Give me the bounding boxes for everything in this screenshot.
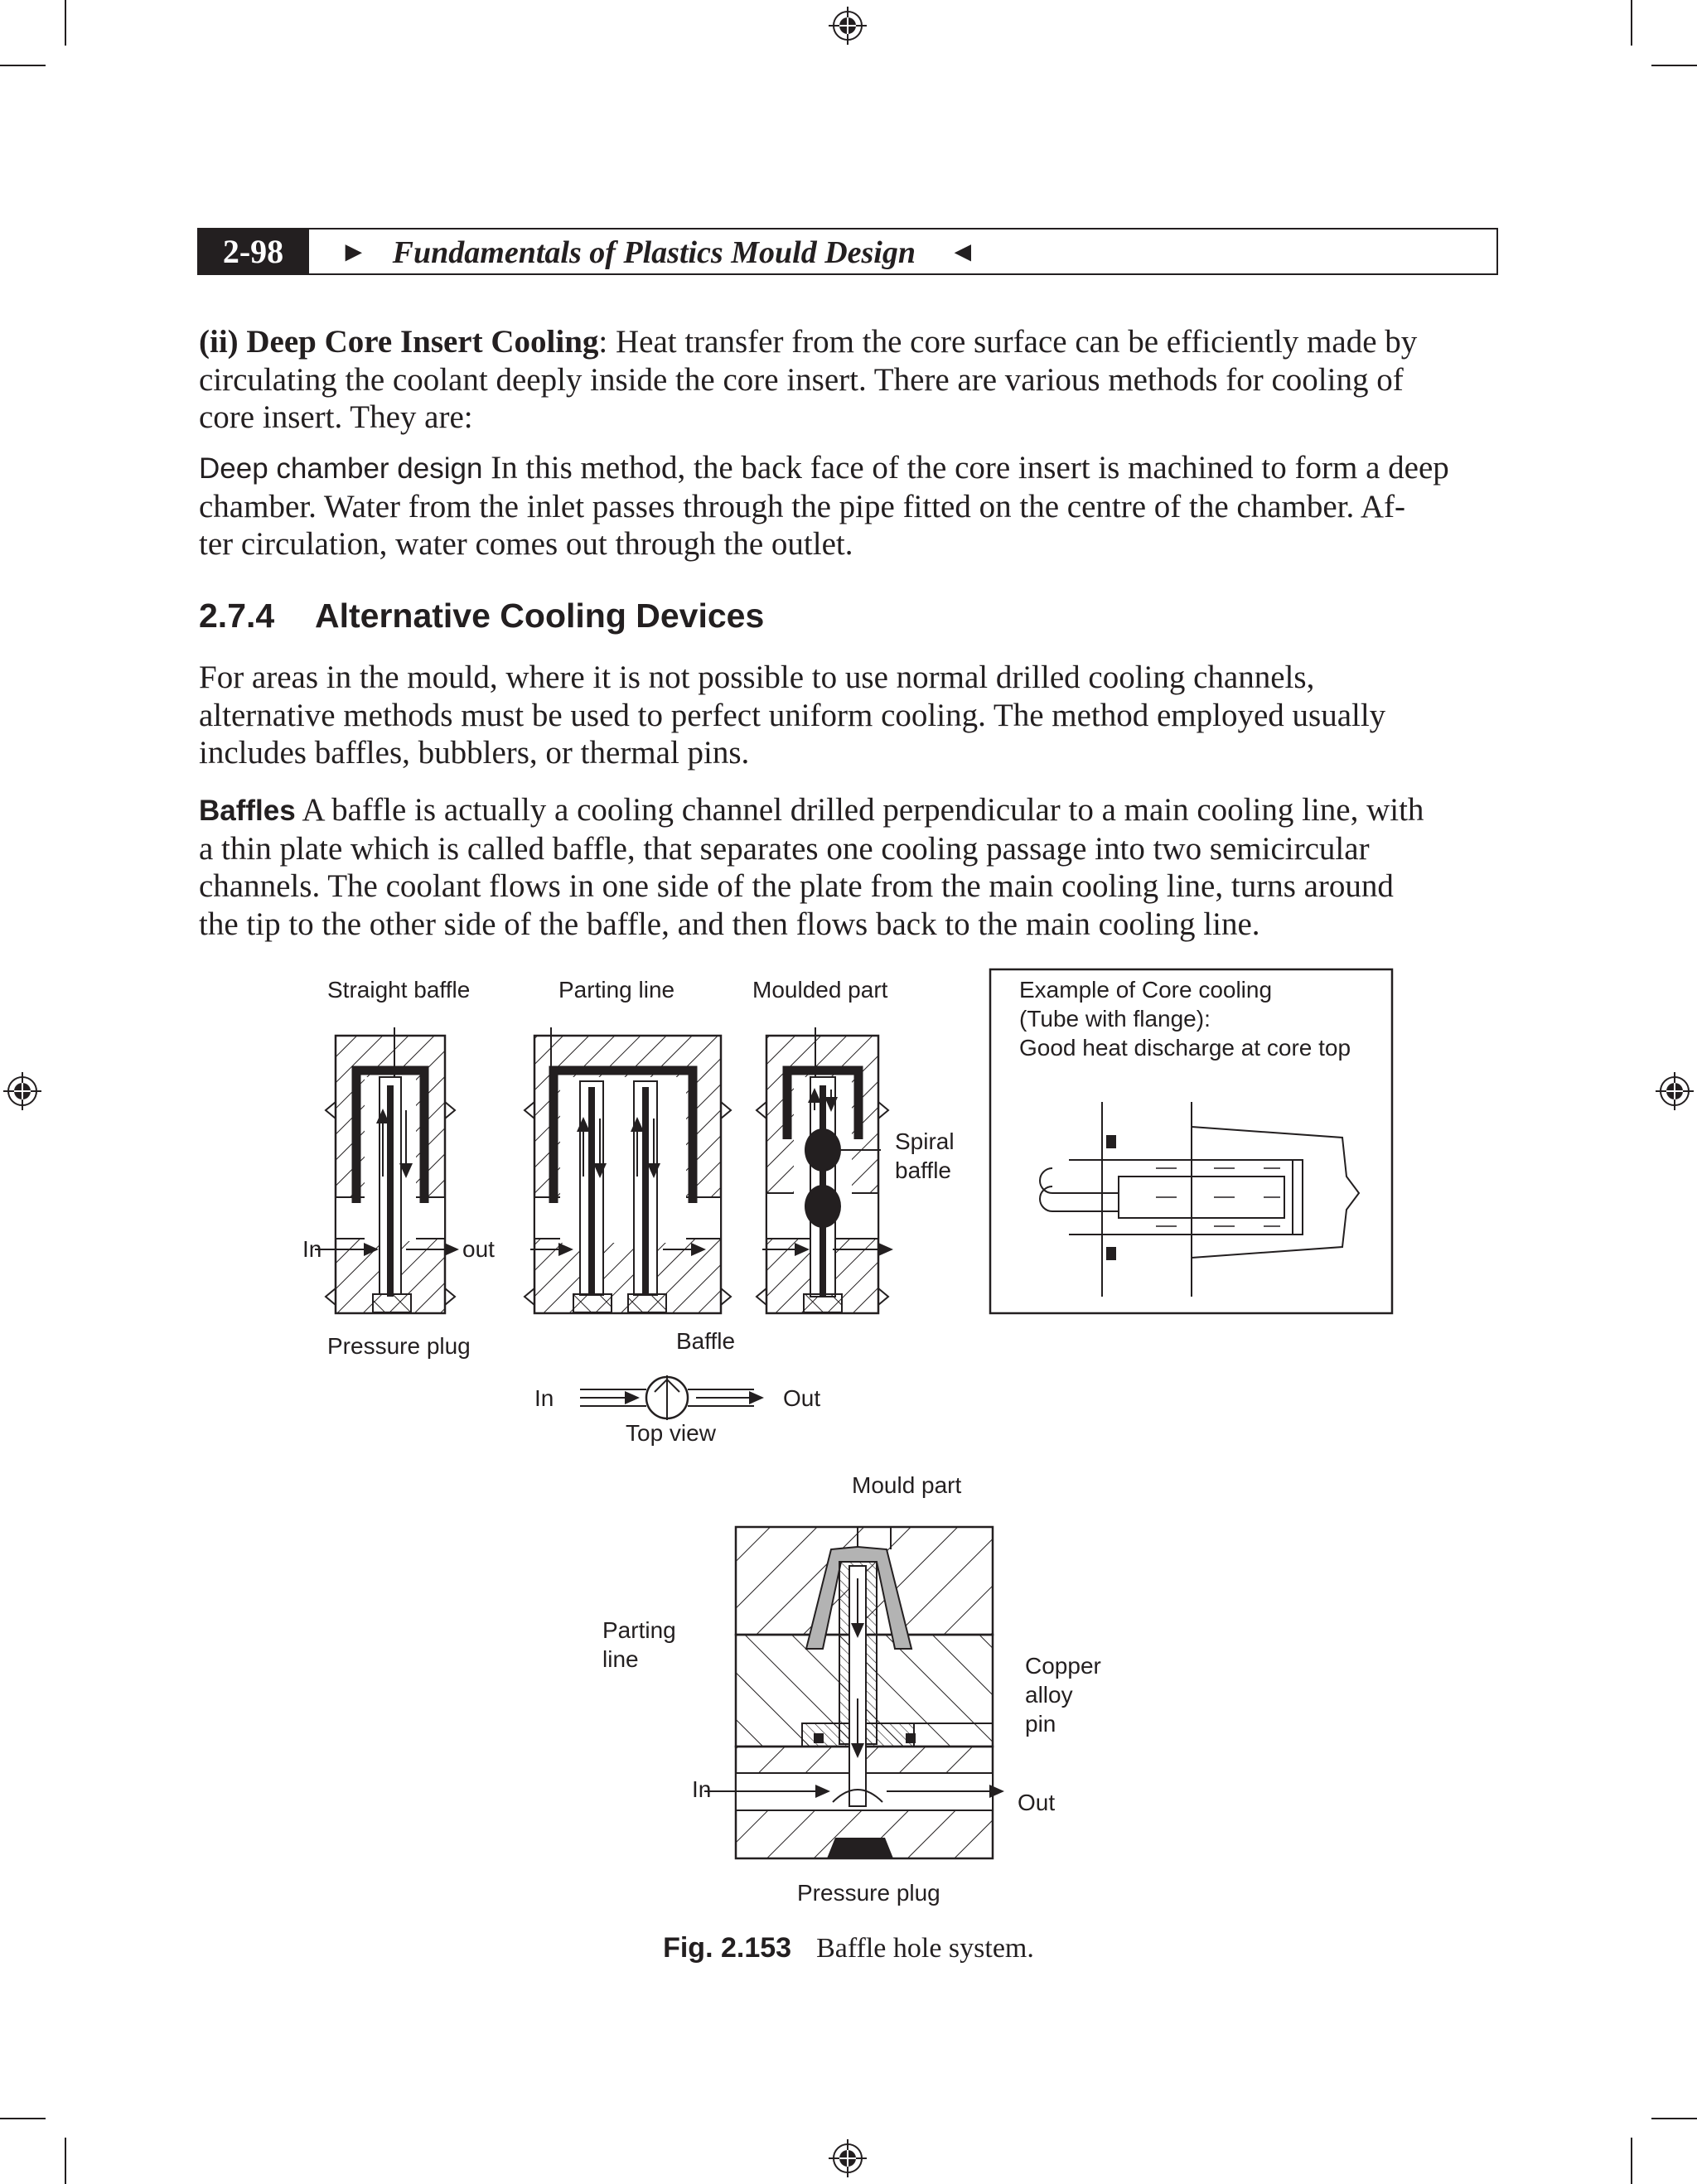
run-in-heading: Baffles: [199, 795, 296, 827]
book-title: Fundamentals of Plastics Mould Design: [392, 235, 916, 270]
straight-baffle-diagram: [315, 1027, 457, 1313]
label-in: In: [692, 1776, 712, 1802]
label-baffle-word: baffle: [895, 1157, 951, 1183]
right-triangle-icon: ►: [340, 237, 368, 268]
label-line: line: [602, 1646, 639, 1672]
section-title: Alternative Cooling Devices: [315, 597, 765, 635]
text-line: core insert. They are:: [199, 399, 473, 435]
figure-caption: [0, 1932, 1697, 1964]
text-line: A baffle is actually a cooling channel drilled perpendicular to a main cooling line, with: [295, 792, 1424, 828]
text-line: circulating the coolant deeply inside the core insert. There are various methods for cooling of: [199, 361, 1404, 398]
text-line: a thin plate which is called baffle, that separates one cooling passage into two semicircular: [199, 830, 1370, 867]
label-mould-part: Mould part: [852, 1472, 962, 1498]
label-straight-baffle: Straight baffle: [327, 977, 471, 1003]
label-core-example: Good heat discharge at core top: [1019, 1035, 1351, 1061]
label-core-example: (Tube with flange):: [1019, 1006, 1211, 1032]
label-in: In: [302, 1236, 322, 1262]
label-pressure-plug: Pressure plug: [797, 1880, 940, 1906]
label-baffle: Baffle: [676, 1328, 736, 1354]
figure-number: Fig. 2.153: [663, 1932, 792, 1964]
text-line: chamber. Water from the inlet passes through the pipe fitted on the centre of the chamber. Af-: [199, 488, 1405, 524]
text-line: the tip to the other side of the baffle, and then flows back to the main cooling line.: [199, 906, 1260, 942]
text-line: alternative methods must be used to perfect uniform cooling. The method employed usually: [199, 697, 1386, 733]
label-spiral: Spiral: [895, 1128, 955, 1154]
top-view-diagram: [580, 1375, 762, 1420]
spiral-baffle-diagram: [757, 1027, 892, 1313]
label-out: Out: [1018, 1790, 1056, 1815]
figure-caption-text: Baffle hole system.: [816, 1933, 1034, 1964]
label-top-view: Top view: [626, 1420, 716, 1446]
text-line: channels. The coolant flows in one side of the plate from the main cooling line, turns around: [199, 868, 1394, 904]
copper-alloy-pin-diagram: [704, 1527, 1003, 1858]
label-parting: Parting: [602, 1617, 676, 1643]
label-parting-line: Parting line: [558, 977, 675, 1003]
label-out: Out: [783, 1385, 821, 1411]
label-in: In: [534, 1385, 554, 1411]
text-line: For areas in the mould, where it is not possible to use normal drilled cooling channels,: [199, 660, 1315, 695]
text-line: : Heat transfer from the core surface can be efficiently made by: [598, 324, 1418, 360]
text-line: includes baffles, bubblers, or thermal pins.: [199, 735, 750, 771]
label-moulded-part: Moulded part: [752, 977, 888, 1003]
label-copper: Copper: [1025, 1653, 1101, 1679]
page-number: 2-98: [197, 228, 309, 275]
section-number: 2.7.4: [199, 597, 275, 635]
text-line: ter circulation, water comes out through the outlet.: [199, 526, 853, 562]
label-alloy: alloy: [1025, 1682, 1073, 1708]
left-triangle-icon: ◄: [948, 237, 977, 268]
label-out: out: [462, 1236, 495, 1262]
label-pin: pin: [1025, 1711, 1056, 1737]
run-in-heading: Deep chamber design: [199, 452, 483, 485]
run-in-heading: (ii) Deep Core Insert Cooling: [199, 324, 599, 360]
double-baffle-diagram: [525, 1027, 731, 1313]
text-line: In this method, the back face of the core insert is machined to form a deep: [482, 450, 1449, 486]
label-core-example: Example of Core cooling: [1019, 977, 1273, 1003]
label-pressure-plug: Pressure plug: [327, 1333, 471, 1359]
